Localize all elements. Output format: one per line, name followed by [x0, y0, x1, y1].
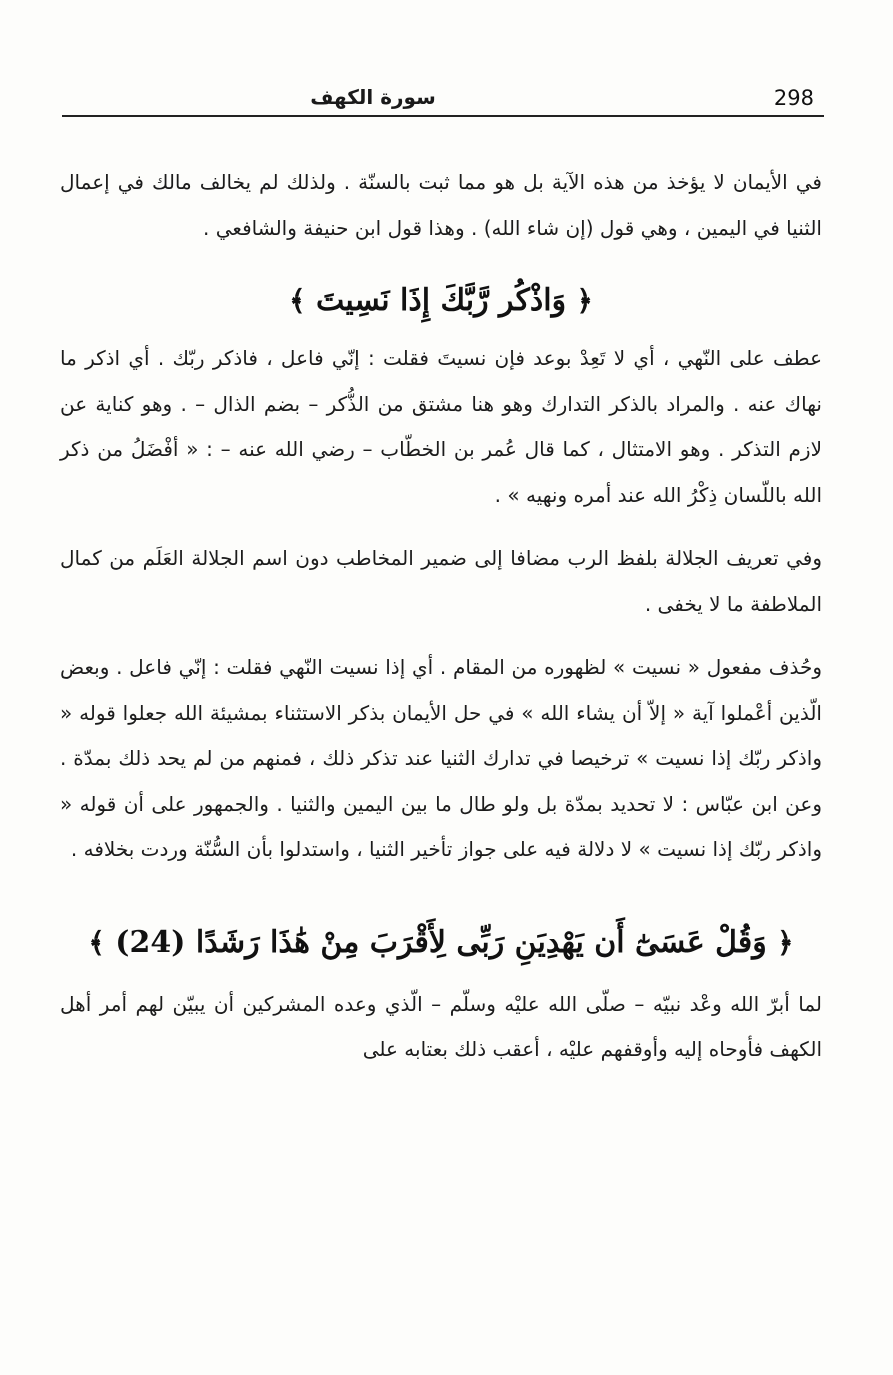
paragraph-4: وحُذف مفعول « نسيت » لظهوره من المقام . أي إذا نسيت النّهي فقلت : إنّي فاعل . وبعض الّذين أعْملوا آية « إلاّ أن يشاء الله » في حل الأيمان بذكر الاستثناء بمشيئة الله جعلوا قوله « واذكر ربّك إذا نسيت » ترخيصا في تدارك الثنيا عند تذكر ذلك ، فمنهم من لم يحد ذلك بمدّة . وعن ابن عبّاس : لا تحديد بمدّة بل ولو طال ما بين اليمين والثنيا . والجمهور على أن قوله « واذكر ربّك إذا نسيت » لا دلالة فيه على جواز تأخير الثنيا ، واستدلوا بأن السُّنّة وردت بخلافه . — [60, 655, 822, 861]
page-header — [62, 84, 824, 114]
verse-open-bracket: ﴿ — [777, 925, 794, 959]
verse-close-bracket: ﴾ — [289, 284, 306, 317]
verse-close-bracket: ﴾ — [88, 925, 105, 959]
verse-text: وَاذْكُر رَّبَّكَ إِذَا نَسِيتَ — [315, 283, 567, 318]
verse-text: وَقُلْ عَسَىٰٓ أَن يَهْدِيَنِ رَبِّى لِأَقْرَبَ مِنْ هَٰذَا رَشَدًا (24) — [115, 924, 767, 960]
paragraph-5: لما أبرّ الله وعْد نبيّه – صلّى الله عليْه وسلّم – الّذي وعده المشركين أن يبيّن لهم أمر أهل الكهف فأوحاه إليه وأوقفهم عليْه ، أعقب ذلك بعتابه على — [60, 991, 822, 1061]
page-number: 298 — [773, 86, 814, 110]
header-divider — [62, 115, 824, 117]
verse-open-bracket: ﴿ — [576, 284, 593, 317]
surah-title: سورة الكهف — [310, 85, 436, 109]
paragraph-2: عطف على النّهي ، أي لا تَعِدْ بوعد فإن نسيتَ فقلت : إنّي فاعل ، فاذكر ربّك . أي اذكر ما نهاك عنه . والمراد بالذكر التدارك وهو هنا مشتق من الذُّكر – بضم الذال – . وهو كناية عن لازم التذكر . وهو الامتثال ، كما قال عُمر بن الخطّاب – رضي الله عنه – : « أفْضَلُ من ذكر الله باللّسان ذِكْرُ الله عند أمره ونهيه » . — [60, 346, 822, 507]
verse-2 — [60, 925, 822, 960]
verse-1 — [60, 283, 822, 318]
paragraph-1: في الأيمان لا يؤخذ من هذه الآية بل هو مما ثبت بالسنّة . ولذلك لم يخالف مالك في إعمال الثنيا في اليمين ، وهي قول (إن شاء الله) . وهذا قول ابن حنيفة والشافعي . — [60, 170, 822, 240]
page-body — [60, 160, 822, 1073]
paragraph-3: وفي تعريف الجلالة بلفظ الرب مضافا إلى ضمير المخاطب دون اسم الجلالة العَلَم من كمال الملاطفة ما لا يخفى . — [60, 546, 822, 616]
